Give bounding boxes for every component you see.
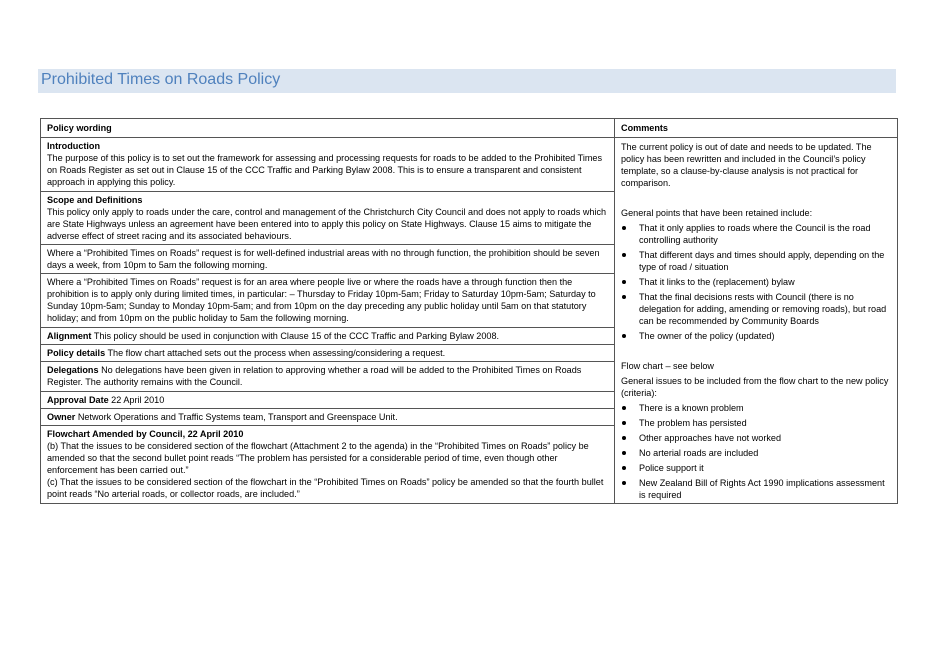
approval-text: 22 April 2010 <box>108 394 165 405</box>
owner-heading: Owner <box>47 411 76 422</box>
alignment-cell <box>41 328 615 345</box>
approval-heading: Approval Date <box>47 394 109 405</box>
list-item <box>621 330 891 342</box>
flowchart-b-text: (b) That the issues to be considered section of the flowchart (Attachment 2 to the agenda) in the “Prohibited Times on Roads” policy be amended so that the second bullet point reads “The problem has persisted for a considerable period of time, even though other enforcement has been carried out.” <box>47 441 589 476</box>
residential-text: Where a “Prohibited Times on Roads” request is for an area where people live or where the roads have a through function then the prohibition is to apply only during limited times, in particular: – Thursday to Friday 10pm-5am; Friday to Saturday 10pm-5am; Saturday to Sunday 10pm-5am; Sunday to Monday 10pm-5am; and from 10pm on the day preceding any public holiday until 5am on that statutory holiday; and from 10pm on the public holiday to 5am the following morning. <box>47 277 596 324</box>
list-item <box>621 447 891 459</box>
details-text: The flow chart attached sets out the process when assessing/considering a request. <box>105 348 446 359</box>
details-heading: Policy details <box>47 348 106 359</box>
bullet-icon <box>622 280 626 284</box>
comments-issues: General issues to be included from the flow chart to the new policy (criteria): <box>621 376 889 398</box>
list-item-text: Other approaches have not worked <box>639 433 782 443</box>
owner-cell <box>41 408 615 425</box>
comments-intro: The current policy is out of date and needs to be updated. The policy has been rewritten and included in the Council’s policy template, so a clause-by-clause analysis is not practical for comparison. <box>621 142 872 188</box>
bullet-icon <box>622 406 626 410</box>
bullet-icon <box>622 481 626 485</box>
owner-text: Network Operations and Traffic Systems team, Transport and Greenspace Unit. <box>75 411 398 422</box>
list-item-text: The owner of the policy (updated) <box>639 331 775 341</box>
bullet-icon <box>622 466 626 470</box>
intro-cell <box>41 138 615 192</box>
residential-cell <box>41 274 615 328</box>
list-item <box>621 477 891 501</box>
list-item <box>621 417 891 429</box>
delegations-heading: Delegations <box>47 365 99 376</box>
list-item <box>621 432 891 444</box>
list-item <box>621 462 891 474</box>
industrial-cell <box>41 245 615 274</box>
comments-general: General points that have been retained include: <box>621 208 813 218</box>
bullet-icon <box>622 253 626 257</box>
page-title: Prohibited Times on Roads Policy <box>41 71 281 88</box>
alignment-heading: Alignment <box>47 331 92 342</box>
flowchart-heading: Flowchart Amended by Council, 22 April 2010 <box>47 429 244 440</box>
scope-text: This policy only apply to roads under the care, control and management of the Christchurch City Council and does not apply to roads which are State Highways unless an agreement have been entered into to apply this policy on State Highways. Clause 15 aims to mitigate the adverse effect of street racing and its associated behaviours. <box>47 206 607 241</box>
list-item <box>621 291 891 327</box>
approval-cell <box>41 391 615 408</box>
list-item-text: That it links to the (replacement) bylaw <box>639 277 795 287</box>
details-cell <box>41 345 615 362</box>
scope-heading: Scope and Definitions <box>47 194 143 205</box>
industrial-text: Where a “Prohibited Times on Roads” request is for well-defined industrial areas with no through function, the prohibition should be seven days a week, from 10pm to 5am the following morning. <box>47 248 600 271</box>
header-comments: Comments <box>615 119 898 138</box>
delegations-cell <box>41 362 615 391</box>
title-bar <box>38 69 896 93</box>
bullet-icon <box>622 226 626 230</box>
bullet-icon <box>622 436 626 440</box>
comments-flow: Flow chart – see below <box>621 361 715 371</box>
retained-points-list <box>621 222 891 342</box>
bullet-icon <box>622 451 626 455</box>
bullet-icon <box>622 295 626 299</box>
table-row <box>41 138 898 192</box>
flowchart-cell <box>41 426 615 504</box>
list-item-text: Police support it <box>639 463 704 473</box>
comments-cell <box>615 138 898 504</box>
policy-table <box>40 118 898 504</box>
list-item-text: No arterial roads are included <box>639 448 759 458</box>
bullet-icon <box>622 421 626 425</box>
list-item-text: New Zealand Bill of Rights Act 1990 implications assessment is required <box>639 478 885 500</box>
list-item-text: The problem has persisted <box>639 418 747 428</box>
criteria-list <box>621 402 891 501</box>
list-item <box>621 276 891 288</box>
list-item <box>621 402 891 414</box>
alignment-text: This policy should be used in conjunction with Clause 15 of the CCC Traffic and Parking Bylaw 2008. <box>91 331 500 342</box>
list-item-text: That the final decisions rests with Council (there is no delegation for adding, amending or removing roads), but road can be recommended by Community Boards <box>639 292 887 326</box>
header-policy-wording: Policy wording <box>41 119 615 138</box>
intro-heading: Introduction <box>47 141 101 151</box>
list-item-text: That it only applies to roads where the Council is the road controlling authority <box>639 223 871 245</box>
bullet-icon <box>622 334 626 338</box>
scope-cell <box>41 191 615 245</box>
flowchart-c-text: (c) That the issues to be considered section of the flowchart in the “Prohibited Times on Roads” policy be amended so that the fourth bullet point reads “No arterial roads, or collector roads, are included.” <box>47 477 604 500</box>
delegations-text: No delegations have been given in relation to approving whether a road will be added to the Prohibited Times on Roads Register. The authority remains with the Council. <box>47 365 582 388</box>
list-item <box>621 249 891 273</box>
intro-text: The purpose of this policy is to set out the framework for assessing and processing requests for roads to be added to the Prohibited Times on Roads Register as set out in Clause 15 of the CCC Traffic and Parking Bylaw 2008. This is to ensure a transparent and consistent approach in applying this policy. <box>47 153 603 187</box>
list-item <box>621 222 891 246</box>
table-header-row <box>41 119 898 138</box>
list-item-text: That different days and times should apply, depending on the type of road / situation <box>639 250 885 272</box>
list-item-text: There is a known problem <box>639 403 744 413</box>
